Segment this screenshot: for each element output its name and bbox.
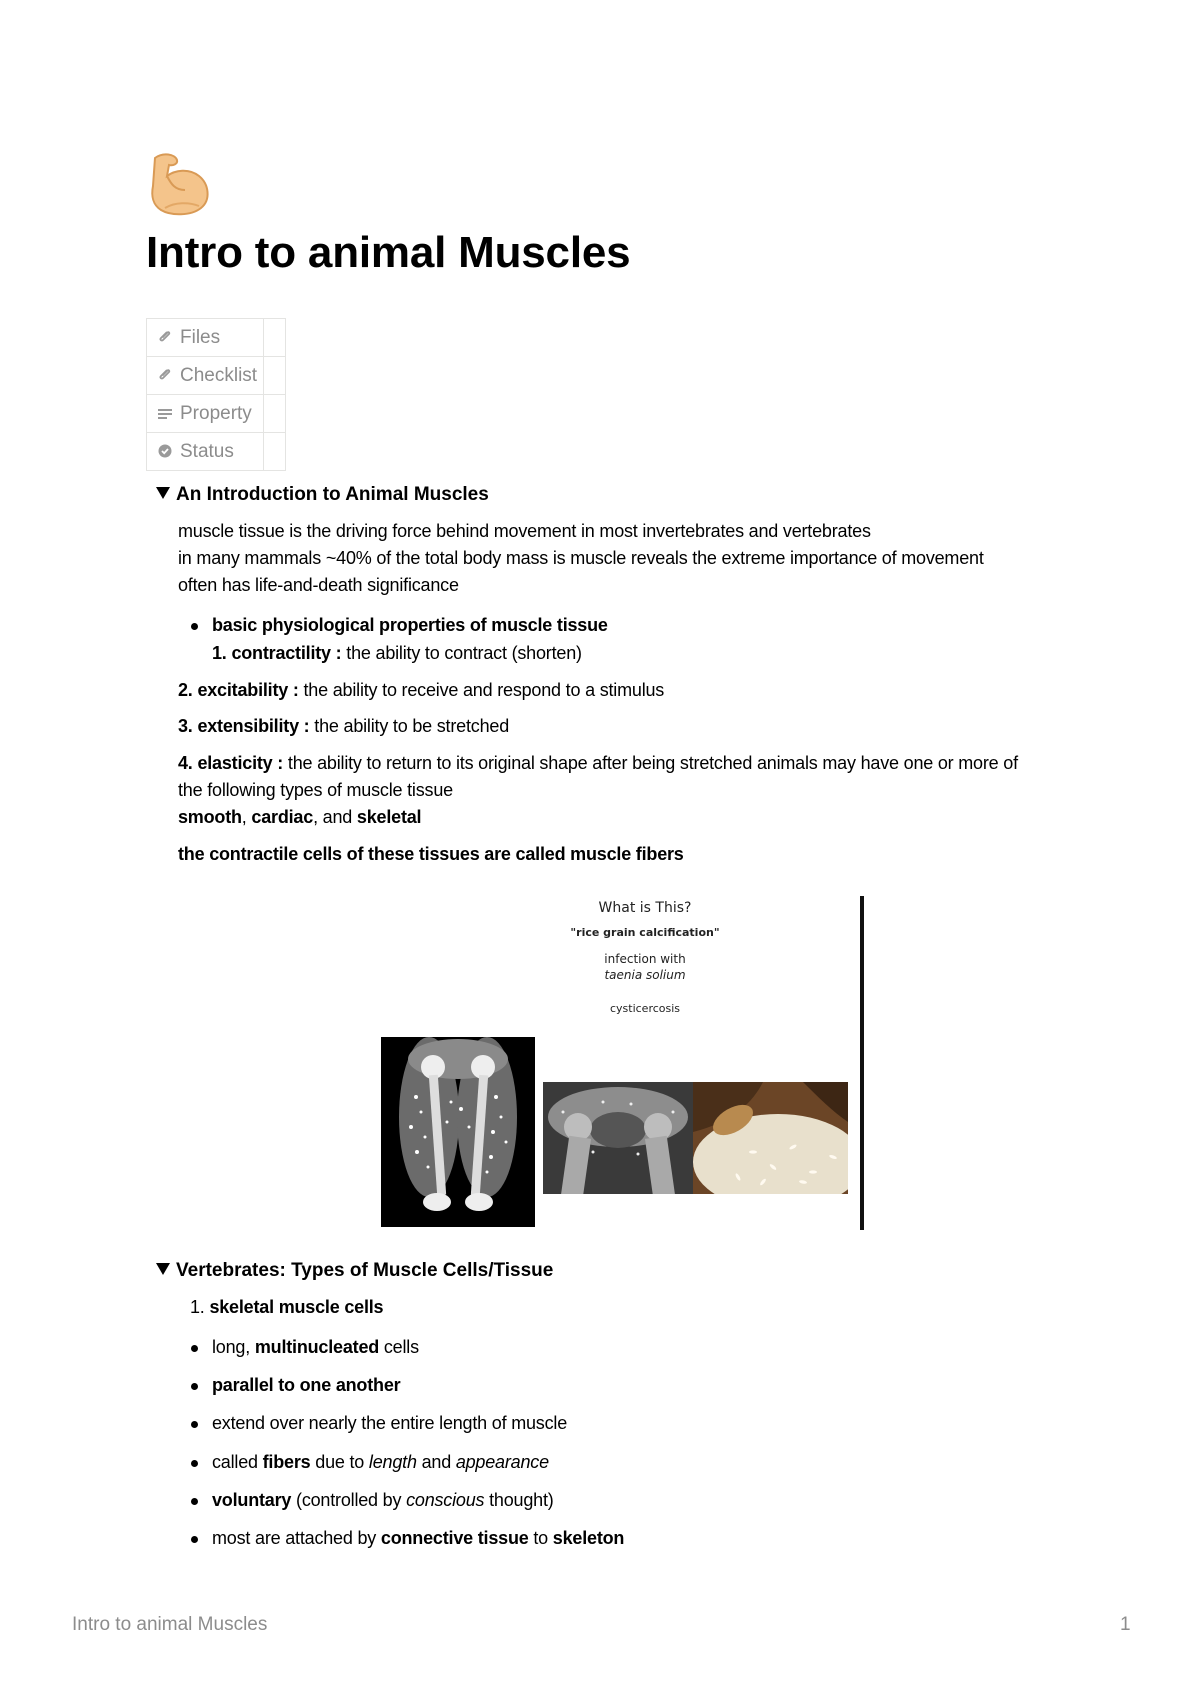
bullet-dot: [191, 623, 198, 630]
bullet-dot: [191, 1460, 198, 1467]
property-label: Status: [180, 440, 234, 462]
property-extensibility: 3. extensibility : the ability to be stretched: [178, 716, 509, 736]
intro-line-3: often has life-and-death significance: [178, 575, 459, 595]
property-elasticity: 4. elasticity : the ability to return to its original shape after being stretched animals may have one or more of: [178, 753, 1018, 773]
toggle-heading-intro[interactable]: An Introduction to Animal Muscles: [156, 484, 489, 506]
embedded-slide-image: [380, 890, 872, 1232]
bullet-fibers: called fibers due to length and appearance: [212, 1452, 549, 1472]
property-row-property[interactable]: [147, 395, 286, 433]
muscle-fibers-line: the contractile cells of these tissues are called muscle fibers: [178, 844, 684, 864]
footer-title: Intro to animal Muscles: [72, 1614, 268, 1635]
numbered-item-skeletal: 1. skeletal muscle cells: [190, 1297, 384, 1317]
paperclip-icon: [157, 367, 173, 383]
flexed-biceps-icon: [145, 150, 215, 220]
page-title: Intro to animal Muscles: [146, 228, 631, 277]
bullet-properties: basic physiological properties of muscle tissue: [212, 615, 608, 635]
muscle-types-line: smooth, cardiac, and skeletal: [178, 807, 422, 827]
bullet-extend: extend over nearly the entire length of muscle: [212, 1413, 568, 1433]
slide-line-1: infection with: [604, 952, 686, 966]
bullet-dot: [191, 1536, 198, 1543]
bullet-dot: [191, 1383, 198, 1390]
page-number: 1: [1120, 1614, 1131, 1635]
rice-grains-image: [693, 1082, 848, 1194]
bullet-multinucleated: long, multinucleated cells: [212, 1337, 419, 1357]
text-lines-icon: [157, 405, 173, 421]
caret-down-icon[interactable]: [156, 1263, 170, 1275]
property-label: Checklist: [180, 364, 258, 386]
slide-line-3: cysticercosis: [609, 1002, 681, 1015]
slide-title: What is This?: [598, 900, 692, 916]
property-row-files[interactable]: [147, 319, 286, 357]
property-table: [146, 318, 286, 471]
bullet-dot: [191, 1345, 198, 1352]
property-excitability: 2. excitability : the ability to receive and respond to a stimulus: [178, 680, 665, 700]
slide-subtitle: "rice grain calcification": [570, 926, 720, 939]
elasticity-continued: the following types of muscle tissue: [178, 780, 453, 800]
property-row-checklist[interactable]: [147, 357, 286, 395]
property-label: Property: [180, 402, 252, 424]
toggle-heading-vertebrates[interactable]: Vertebrates: Types of Muscle Cells/Tissue: [156, 1260, 553, 1282]
status-circle-icon: [157, 443, 173, 459]
intro-line-2: in many mammals ~40% of the total body mass is muscle reveals the extreme importance of movement: [178, 548, 984, 568]
bullet-voluntary: voluntary (controlled by conscious thought): [212, 1490, 554, 1510]
property-label: Files: [180, 326, 221, 348]
property-contractility: 1. contractility : the ability to contract (shorten): [212, 643, 582, 663]
intro-line-1: muscle tissue is the driving force behind movement in most invertebrates and vertebrates: [178, 521, 871, 541]
caret-down-icon[interactable]: [156, 487, 170, 499]
bullet-dot: [191, 1421, 198, 1428]
xray-image: [543, 1082, 693, 1194]
paperclip-icon: [157, 329, 173, 345]
bullet-dot: [191, 1498, 198, 1505]
slide-border: [860, 896, 864, 1230]
bullet-attached: most are attached by connective tissue to skeleton: [212, 1528, 625, 1548]
ct-scan-image: [381, 1037, 535, 1227]
slide-line-2: taenia solium: [604, 968, 686, 982]
property-row-status[interactable]: [147, 433, 286, 471]
bullet-parallel: parallel to one another: [212, 1375, 401, 1395]
